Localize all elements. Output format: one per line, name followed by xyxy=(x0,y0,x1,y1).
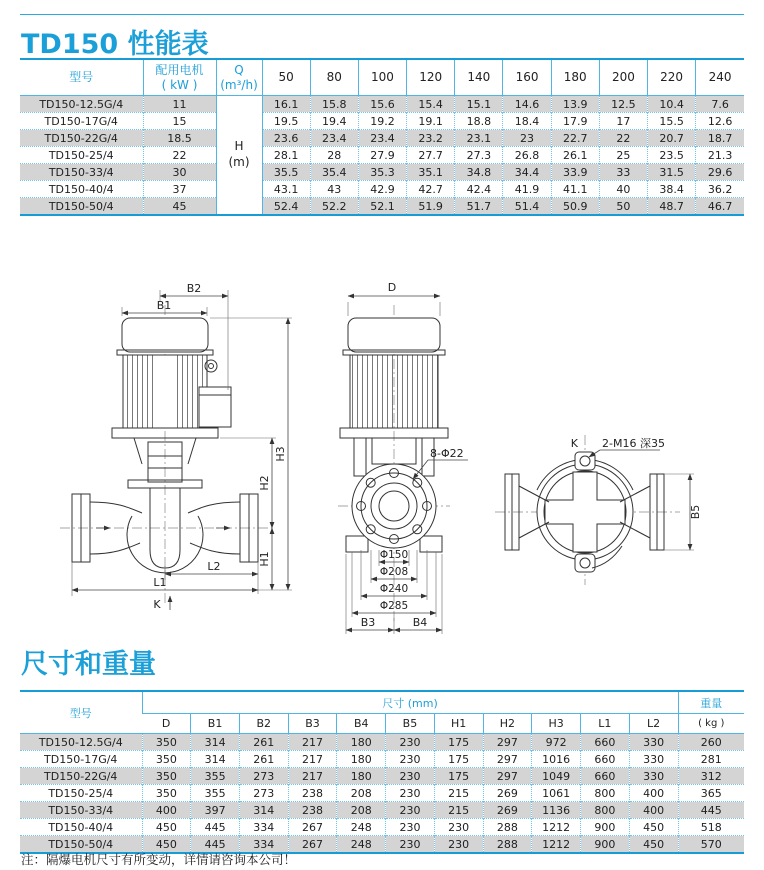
dimension-cell: 350 xyxy=(142,768,191,785)
motor-kw-cell: 11 xyxy=(143,96,216,113)
dimension-cell: 355 xyxy=(191,768,240,785)
table-row xyxy=(20,181,744,198)
model-cell: TD150-25/4 xyxy=(20,785,142,802)
dims-col-letter: L1 xyxy=(580,714,629,734)
model-cell: TD150-40/4 xyxy=(20,819,142,836)
top-divider xyxy=(20,14,744,15)
table-row xyxy=(20,734,744,751)
head-column-cell xyxy=(216,147,262,164)
head-column-cell xyxy=(216,181,262,198)
dimension-cell: 238 xyxy=(288,785,337,802)
dimension-cell: 450 xyxy=(629,819,678,836)
head-value-cell: 43.1 xyxy=(262,181,310,198)
dim-label-h3: H3 xyxy=(274,446,287,462)
dim-label-l1: L1 xyxy=(153,576,167,589)
table-row xyxy=(20,147,744,164)
footnote: 注：隔爆电机尺寸有所变动，详情请咨询本公司！ xyxy=(21,852,297,867)
dimension-cell: 230 xyxy=(386,819,435,836)
dimension-cell: 445 xyxy=(191,836,240,854)
head-value-cell: 19.5 xyxy=(262,113,310,130)
motor-header-line1: 配用电机 xyxy=(155,63,204,78)
head-value-cell: 22.7 xyxy=(551,130,599,147)
dimension-cell: 261 xyxy=(239,751,288,768)
head-value-cell: 35.4 xyxy=(310,164,358,181)
head-value-cell: 15.8 xyxy=(310,96,358,113)
dimension-cell: 330 xyxy=(629,768,678,785)
dimension-cell: 180 xyxy=(337,751,386,768)
head-value-cell: 40 xyxy=(599,181,647,198)
dimensions-table xyxy=(20,690,744,854)
head-value-cell: 23.2 xyxy=(407,130,455,147)
dimension-cell: 400 xyxy=(142,802,191,819)
model-cell: TD150-25/4 xyxy=(20,147,143,164)
dimension-cell: 217 xyxy=(288,734,337,751)
model-cell: TD150-50/4 xyxy=(20,198,143,216)
dimension-cell: 297 xyxy=(483,751,532,768)
weight-cell: 365 xyxy=(678,785,744,802)
dim-label-k-top: K xyxy=(570,437,578,450)
head-column-cell xyxy=(216,96,262,113)
head-value-cell: 51.7 xyxy=(455,198,503,216)
dims-col-letter: L2 xyxy=(629,714,678,734)
dimension-cell: 180 xyxy=(337,734,386,751)
head-value-cell: 17.9 xyxy=(551,113,599,130)
dimension-cell: 175 xyxy=(434,734,483,751)
table-row xyxy=(20,198,744,216)
dimension-cell: 355 xyxy=(191,785,240,802)
perf-col-flowrate: 200 xyxy=(599,59,647,96)
motor-kw-cell: 30 xyxy=(143,164,216,181)
table-row xyxy=(20,113,744,130)
motor-kw-cell: 45 xyxy=(143,198,216,216)
head-value-cell: 35.5 xyxy=(262,164,310,181)
head-value-cell: 38.4 xyxy=(648,181,696,198)
head-value-cell: 46.7 xyxy=(696,198,744,216)
head-value-cell: 10.4 xyxy=(648,96,696,113)
head-value-cell: 19.4 xyxy=(310,113,358,130)
tapped-holes-label: 2-M16 深35 xyxy=(602,437,665,450)
dimension-cell: 269 xyxy=(483,802,532,819)
dimension-cell: 1016 xyxy=(532,751,581,768)
dimension-cell: 273 xyxy=(239,768,288,785)
dimension-cell: 1212 xyxy=(532,819,581,836)
head-unit-line2: (m) xyxy=(228,155,250,169)
perf-header-row xyxy=(20,59,744,96)
table-row xyxy=(20,785,744,802)
perf-header xyxy=(20,59,744,96)
head-value-cell: 27.3 xyxy=(455,147,503,164)
head-value-cell: 31.5 xyxy=(648,164,696,181)
head-value-cell: 41.1 xyxy=(551,181,599,198)
dimension-cell: 208 xyxy=(337,802,386,819)
head-value-cell: 42.9 xyxy=(358,181,406,198)
dimension-cell: 350 xyxy=(142,751,191,768)
table-row xyxy=(20,819,744,836)
table-row xyxy=(20,751,744,768)
table-row xyxy=(20,768,744,785)
performance-section-title: TD150 性能表 xyxy=(21,29,209,60)
head-value-cell: 51.9 xyxy=(407,198,455,216)
dimension-cell: 217 xyxy=(288,768,337,785)
head-value-cell: 50 xyxy=(599,198,647,216)
model-cell: TD150-50/4 xyxy=(20,836,142,854)
perf-col-flowrate: 80 xyxy=(310,59,358,96)
dimension-cell: 330 xyxy=(629,734,678,751)
dimension-cell: 330 xyxy=(629,751,678,768)
head-value-cell: 27.9 xyxy=(358,147,406,164)
head-value-cell: 52.4 xyxy=(262,198,310,216)
dimension-cell: 1136 xyxy=(532,802,581,819)
dimension-cell: 230 xyxy=(386,802,435,819)
head-value-cell: 16.1 xyxy=(262,96,310,113)
head-value-cell: 52.1 xyxy=(358,198,406,216)
q-header-line1: Q xyxy=(234,63,244,78)
head-value-cell: 17 xyxy=(599,113,647,130)
perf-body xyxy=(20,96,744,216)
table-row xyxy=(20,96,744,113)
dimension-cell: 297 xyxy=(483,768,532,785)
dims-header xyxy=(20,691,744,734)
dims-col-model: 型号 xyxy=(20,691,142,734)
dimension-cell: 230 xyxy=(434,819,483,836)
dims-col-letter: D xyxy=(142,714,191,734)
head-unit-line1: H xyxy=(234,139,244,154)
head-value-cell: 15.1 xyxy=(455,96,503,113)
model-cell: TD150-12.5G/4 xyxy=(20,96,143,113)
head-value-cell: 28.1 xyxy=(262,147,310,164)
head-value-cell: 50.9 xyxy=(551,198,599,216)
dimension-cell: 248 xyxy=(337,836,386,854)
dims-header-row1 xyxy=(20,691,744,714)
dims-body xyxy=(20,734,744,854)
head-column-cell xyxy=(216,164,262,181)
head-value-cell: 43 xyxy=(310,181,358,198)
weight-cell: 281 xyxy=(678,751,744,768)
perf-col-flowrate: 120 xyxy=(407,59,455,96)
bolt-holes-label: 8-Φ22 xyxy=(430,447,464,460)
dimension-cell: 1061 xyxy=(532,785,581,802)
dimensions-section-title: 尺寸和重量 xyxy=(21,649,156,680)
weight-cell: 260 xyxy=(678,734,744,751)
table-row xyxy=(20,164,744,181)
head-value-cell: 41.9 xyxy=(503,181,551,198)
model-cell: TD150-22G/4 xyxy=(20,768,142,785)
side-view xyxy=(60,282,292,611)
head-value-cell: 25 xyxy=(599,147,647,164)
head-value-cell: 23.5 xyxy=(648,147,696,164)
perf-col-model: 型号 xyxy=(20,59,143,96)
head-value-cell: 15.5 xyxy=(648,113,696,130)
head-value-cell: 15.6 xyxy=(358,96,406,113)
top-view xyxy=(495,435,702,585)
dim-label-phi240: Φ240 xyxy=(379,583,409,595)
motor-kw-cell: 15 xyxy=(143,113,216,130)
dims-col-letter: B5 xyxy=(386,714,435,734)
dimension-cell: 208 xyxy=(337,785,386,802)
model-cell: TD150-33/4 xyxy=(20,802,142,819)
dimension-cell: 660 xyxy=(580,768,629,785)
dim-label-l2: L2 xyxy=(207,560,221,573)
model-cell: TD150-17G/4 xyxy=(20,751,142,768)
dimension-cell: 230 xyxy=(386,768,435,785)
head-value-cell: 15.4 xyxy=(407,96,455,113)
head-value-cell: 36.2 xyxy=(696,181,744,198)
perf-col-flowrate: 160 xyxy=(503,59,551,96)
dimension-cell: 230 xyxy=(434,836,483,854)
dim-label-k-side: K xyxy=(153,598,161,611)
weight-cell: 445 xyxy=(678,802,744,819)
dims-col-letter: H2 xyxy=(483,714,532,734)
dimension-cell: 445 xyxy=(191,819,240,836)
dimension-cell: 334 xyxy=(239,836,288,854)
head-value-cell: 22 xyxy=(599,130,647,147)
dim-label-phi208: Φ208 xyxy=(379,566,409,578)
perf-col-flow-q xyxy=(216,59,262,96)
performance-table xyxy=(20,58,744,216)
dimension-cell: 314 xyxy=(239,802,288,819)
perf-col-flowrate: 220 xyxy=(648,59,696,96)
dims-col-letter: B2 xyxy=(239,714,288,734)
head-value-cell: 33.9 xyxy=(551,164,599,181)
dimension-cell: 297 xyxy=(483,734,532,751)
dimension-cell: 217 xyxy=(288,751,337,768)
perf-col-motor xyxy=(143,59,216,96)
dimension-cell: 230 xyxy=(386,836,435,854)
dim-label-b2: B2 xyxy=(186,282,202,295)
head-column-cell xyxy=(216,198,262,216)
head-value-cell: 26.8 xyxy=(503,147,551,164)
head-value-cell: 23.4 xyxy=(310,130,358,147)
head-value-cell: 12.5 xyxy=(599,96,647,113)
head-value-cell: 23.4 xyxy=(358,130,406,147)
head-column-cell xyxy=(216,130,262,147)
dims-col-letter: B1 xyxy=(191,714,240,734)
model-cell: TD150-40/4 xyxy=(20,181,143,198)
dimension-cell: 900 xyxy=(580,819,629,836)
model-cell: TD150-22G/4 xyxy=(20,130,143,147)
dimension-cell: 248 xyxy=(337,819,386,836)
dimension-cell: 269 xyxy=(483,785,532,802)
dimension-cell: 215 xyxy=(434,802,483,819)
dimension-cell: 350 xyxy=(142,785,191,802)
dim-label-h2: H2 xyxy=(258,475,271,491)
dim-label-d: D xyxy=(387,281,397,294)
weight-cell: 570 xyxy=(678,836,744,854)
head-value-cell: 33 xyxy=(599,164,647,181)
dimension-cell: 230 xyxy=(386,734,435,751)
head-value-cell: 23 xyxy=(503,130,551,147)
dimension-cell: 450 xyxy=(629,836,678,854)
dimension-cell: 334 xyxy=(239,819,288,836)
dimension-cell: 397 xyxy=(191,802,240,819)
head-value-cell: 29.6 xyxy=(696,164,744,181)
dimension-cell: 1212 xyxy=(532,836,581,854)
dimension-cell: 1049 xyxy=(532,768,581,785)
dimension-cell: 273 xyxy=(239,785,288,802)
head-value-cell: 18.4 xyxy=(503,113,551,130)
perf-col-flowrate: 240 xyxy=(696,59,744,96)
head-value-cell: 19.2 xyxy=(358,113,406,130)
dimension-cell: 314 xyxy=(191,751,240,768)
dimension-cell: 400 xyxy=(629,802,678,819)
head-value-cell: 35.3 xyxy=(358,164,406,181)
dimension-cell: 660 xyxy=(580,751,629,768)
head-value-cell: 18.8 xyxy=(455,113,503,130)
model-cell: TD150-33/4 xyxy=(20,164,143,181)
model-cell: TD150-17G/4 xyxy=(20,113,143,130)
dimension-cell: 180 xyxy=(337,768,386,785)
head-value-cell: 19.1 xyxy=(407,113,455,130)
table-row xyxy=(20,802,744,819)
head-value-cell: 42.4 xyxy=(455,181,503,198)
dim-label-b3: B3 xyxy=(360,616,376,629)
dimension-cell: 288 xyxy=(483,819,532,836)
head-value-cell: 21.3 xyxy=(696,147,744,164)
motor-header-line2: ( kW ) xyxy=(161,77,198,92)
dimension-cell: 267 xyxy=(288,819,337,836)
dimension-cell: 450 xyxy=(142,819,191,836)
head-value-cell: 27.7 xyxy=(407,147,455,164)
q-header-line2: (m³/h) xyxy=(220,77,258,92)
dim-label-phi150: Φ150 xyxy=(379,549,409,561)
weight-header-unit: ( kg ) xyxy=(678,714,744,734)
dimension-cell: 400 xyxy=(629,785,678,802)
head-value-cell: 34.4 xyxy=(503,164,551,181)
head-value-cell: 42.7 xyxy=(407,181,455,198)
head-value-cell: 35.1 xyxy=(407,164,455,181)
dimension-cell: 800 xyxy=(580,785,629,802)
motor-kw-cell: 22 xyxy=(143,147,216,164)
dims-col-letter: H3 xyxy=(532,714,581,734)
dimension-cell: 288 xyxy=(483,836,532,854)
head-value-cell: 51.4 xyxy=(503,198,551,216)
dimension-cell: 175 xyxy=(434,768,483,785)
dimension-cell: 972 xyxy=(532,734,581,751)
head-column-cell xyxy=(216,113,262,130)
dimension-cell: 261 xyxy=(239,734,288,751)
dimension-cell: 314 xyxy=(191,734,240,751)
pump-drawings xyxy=(0,250,764,640)
dim-label-phi285: Φ285 xyxy=(379,600,409,612)
perf-col-flowrate: 50 xyxy=(262,59,310,96)
dims-col-letter: B4 xyxy=(337,714,386,734)
front-view xyxy=(338,281,468,634)
dims-col-group: 尺寸 (mm) xyxy=(142,691,678,714)
dimension-cell: 230 xyxy=(386,785,435,802)
dimension-cell: 350 xyxy=(142,734,191,751)
head-value-cell: 20.7 xyxy=(648,130,696,147)
dim-label-b4: B4 xyxy=(412,616,428,629)
head-value-cell: 13.9 xyxy=(551,96,599,113)
head-value-cell: 48.7 xyxy=(648,198,696,216)
perf-col-flowrate: 100 xyxy=(358,59,406,96)
dim-label-b5: B5 xyxy=(689,504,702,520)
head-value-cell: 18.7 xyxy=(696,130,744,147)
weight-cell: 518 xyxy=(678,819,744,836)
dims-col-letter: H1 xyxy=(434,714,483,734)
head-value-cell: 34.8 xyxy=(455,164,503,181)
table-row xyxy=(20,130,744,147)
dimension-cell: 900 xyxy=(580,836,629,854)
dimension-cell: 450 xyxy=(142,836,191,854)
perf-col-flowrate: 180 xyxy=(551,59,599,96)
weight-cell: 312 xyxy=(678,768,744,785)
weight-header-top: 重量 xyxy=(678,691,744,714)
head-value-cell: 28 xyxy=(310,147,358,164)
dimension-cell: 230 xyxy=(386,751,435,768)
dimension-cell: 267 xyxy=(288,836,337,854)
motor-kw-cell: 37 xyxy=(143,181,216,198)
head-value-cell: 26.1 xyxy=(551,147,599,164)
dimension-cell: 800 xyxy=(580,802,629,819)
dim-label-h1: H1 xyxy=(258,551,271,567)
dimension-cell: 660 xyxy=(580,734,629,751)
model-cell: TD150-12.5G/4 xyxy=(20,734,142,751)
dimension-cell: 175 xyxy=(434,751,483,768)
dimension-cell: 238 xyxy=(288,802,337,819)
head-value-cell: 52.2 xyxy=(310,198,358,216)
dims-col-letter: B3 xyxy=(288,714,337,734)
head-value-cell: 7.6 xyxy=(696,96,744,113)
head-value-cell: 23.1 xyxy=(455,130,503,147)
motor-kw-cell: 18.5 xyxy=(143,130,216,147)
dimension-cell: 215 xyxy=(434,785,483,802)
head-value-cell: 23.6 xyxy=(262,130,310,147)
head-value-cell: 12.6 xyxy=(696,113,744,130)
head-value-cell: 14.6 xyxy=(503,96,551,113)
dim-label-b1: B1 xyxy=(156,299,172,312)
perf-col-flowrate: 140 xyxy=(455,59,503,96)
